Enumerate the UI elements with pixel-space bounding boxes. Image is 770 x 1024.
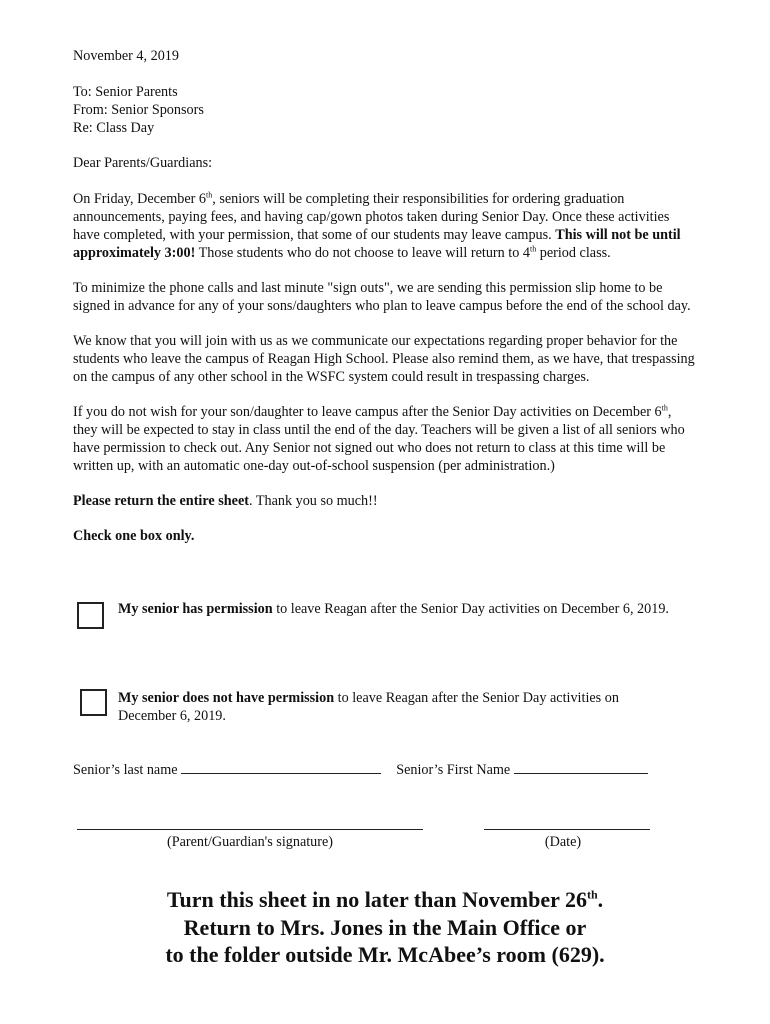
memo-to: To: Senior Parents (73, 84, 178, 100)
signature-line[interactable] (77, 829, 423, 830)
first-name-field[interactable] (514, 762, 648, 774)
paragraph-1: On Friday, December 6th, seniors will be completing their responsibilities for ordering graduation announcements, paying fees, and having cap/gown photos taken during Senior Day. Once these activities have completed, with your permission, that some of our students may leave campus. This will not be until approximately 3:00! Those students who do not choose to leave will return to 4th period class. (73, 190, 681, 261)
memo-re: Re: Class Day (73, 120, 155, 136)
date-label: (Date) (544, 834, 582, 850)
permission-checkbox[interactable] (77, 602, 104, 629)
memo-from: From: Senior Sponsors (73, 102, 204, 118)
memo-header (73, 83, 698, 137)
check-note: Check one box only. (73, 528, 195, 544)
no-permission-checkbox[interactable] (80, 689, 107, 716)
date-line[interactable] (484, 829, 650, 830)
footer-line-1: Turn this sheet in no later than November 26th. (166, 887, 604, 912)
footer-instructions (0, 886, 770, 969)
no-permission-option: My senior does not have permission to leave Reagan after the Senior Day activities on December 6, 2019. (118, 690, 619, 724)
letter-body (73, 47, 698, 562)
footer-line-2: Return to Mrs. Jones in the Main Office or (183, 914, 587, 940)
salutation: Dear Parents/Guardians: (73, 155, 213, 171)
paragraph-3: We know that you will join with us as we communicate our expectations regarding proper behavior for the students who leave the campus of Reagan High School. Please also remind them, as we have, that trespassing on the campus of any other school in the WSFC system could result in trespassing charges. (73, 333, 695, 385)
paragraph-2: To minimize the phone calls and last minute "sign outs", we are sending this permission slip home to be signed in advance for any of your sons/daughters who plan to leave campus before the end of the school day. (73, 280, 691, 314)
name-fields (73, 761, 648, 779)
last-name-label: Senior’s last name (73, 762, 178, 778)
paragraph-4: If you do not wish for your son/daughter to leave campus after the Senior Day activities on December 6th, they will be expected to stay in class until the end of the day. Teachers will be given a list of all seniors who have permission to check out. Any Senior not signed out who does not return to class at this time will be written up, with an automatic one-day out-of-school suspension (per administration.) (73, 403, 685, 474)
permission-option: My senior has permission to leave Reagan after the Senior Day activities on December 6, 2019. (118, 601, 669, 617)
return-note: Please return the entire sheet. Thank you so much!! (73, 493, 378, 509)
letter-date: November 4, 2019 (73, 48, 179, 64)
signature-label: (Parent/Guardian's signature) (166, 834, 334, 850)
first-name-label: Senior’s First Name (396, 762, 511, 778)
footer-line-3: to the folder outside Mr. McAbee’s room (629). (165, 942, 605, 967)
last-name-field[interactable] (181, 762, 381, 774)
